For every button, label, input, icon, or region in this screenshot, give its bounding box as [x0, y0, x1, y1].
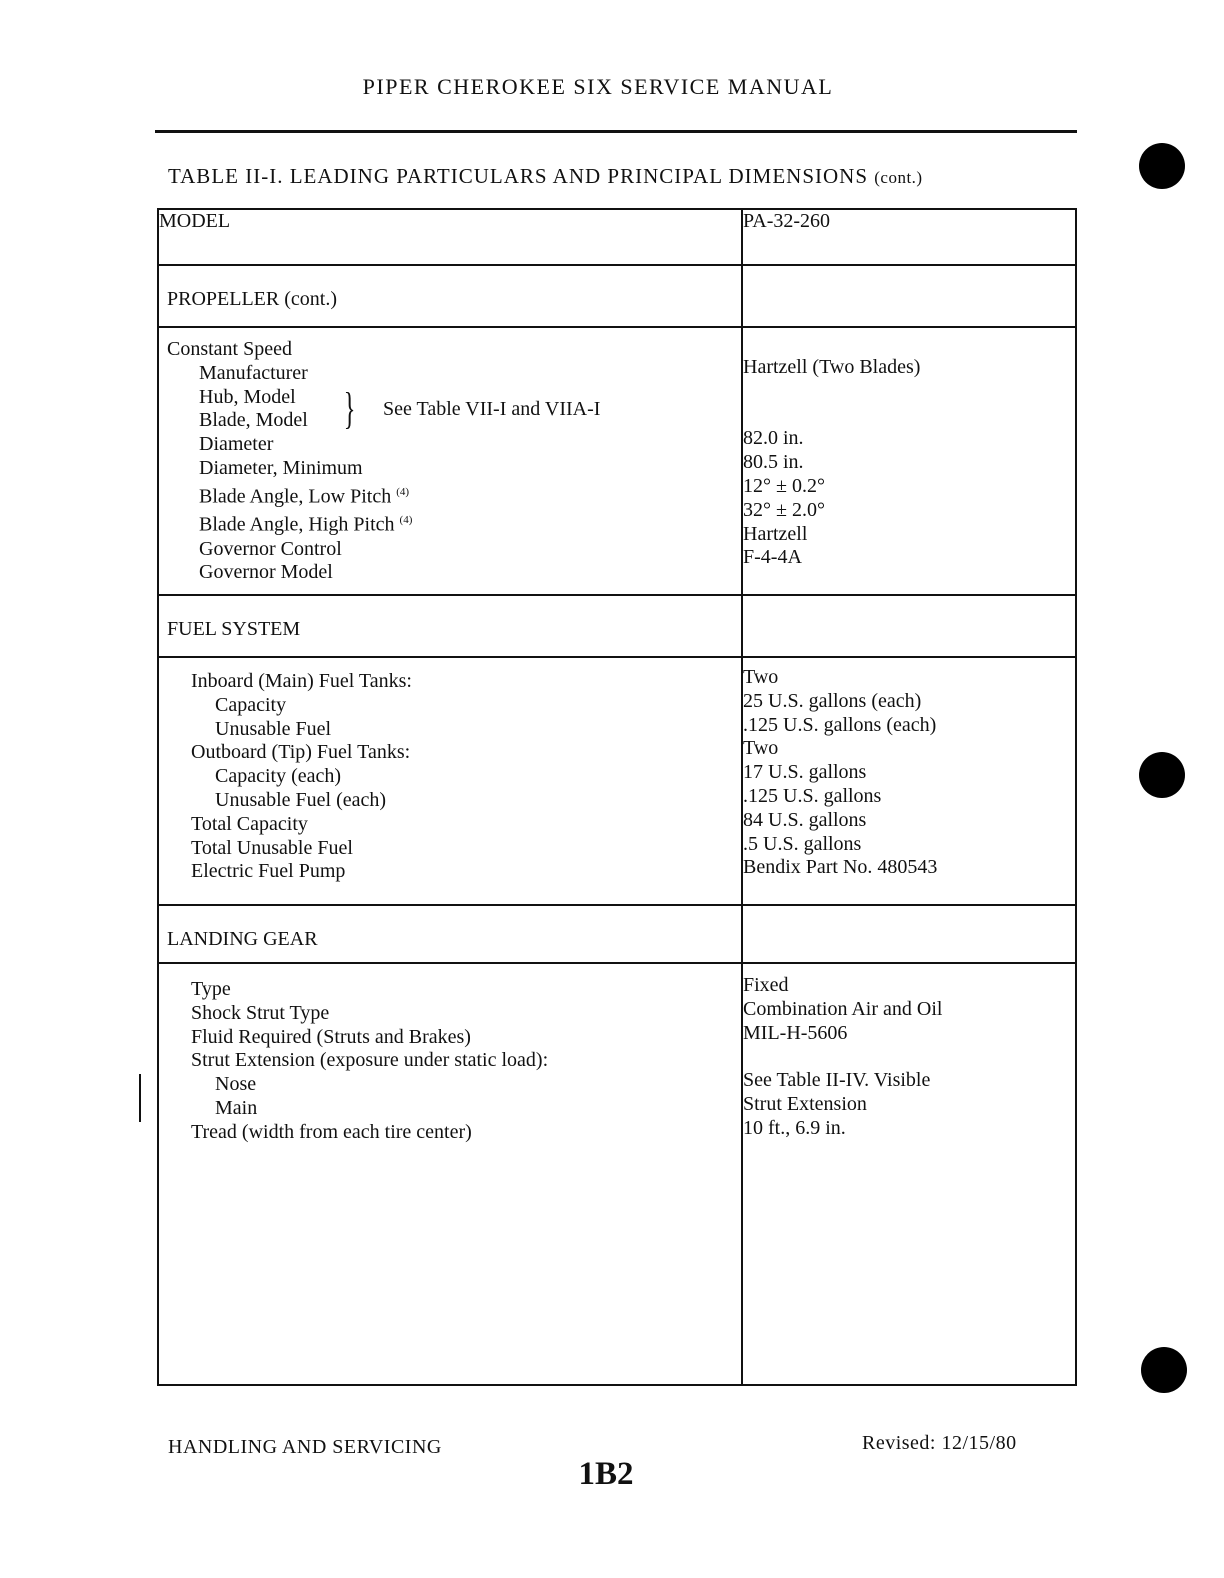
propeller-section-blank: [742, 265, 1076, 327]
binder-hole-middle: [1139, 752, 1185, 798]
model-label: MODEL: [158, 209, 742, 265]
propeller-manufacturer-value: Hartzell (Two Blades): [743, 356, 921, 378]
table-caption-title: TABLE II-I. LEADING PARTICULARS AND PRINCIPAL DIMENSIONS: [168, 164, 868, 188]
table-caption-suffix: (cont.): [874, 168, 923, 187]
landing-gear-values: [742, 963, 1076, 1385]
high-pitch-value: 32° ± 2.0°: [743, 498, 825, 521]
blade-model-label: Blade, Model: [199, 409, 308, 432]
fuel-section-blank: [742, 595, 1076, 657]
fluid-required-label: Fluid Required (Struts and Brakes): [191, 1025, 471, 1048]
inboard-capacity-value: 25 U.S. gallons (each): [743, 689, 922, 712]
propeller-values: [742, 327, 1076, 595]
high-pitch-label: Blade Angle, High Pitch: [199, 513, 395, 536]
propeller-manufacturer-label: Manufacturer: [199, 361, 308, 384]
footnote-4-high: (4): [399, 514, 413, 527]
diameter-label: Diameter: [199, 433, 274, 456]
tread-label: Tread (width from each tire center): [191, 1120, 472, 1143]
propeller-group-label: Constant Speed: [167, 338, 292, 360]
total-unusable-value: .5 U.S. gallons: [743, 832, 862, 855]
low-pitch-label: Blade Angle, Low Pitch: [199, 485, 392, 508]
total-unusable-label: Total Unusable Fuel: [191, 836, 353, 859]
footer-revised: Revised: 12/15/80: [862, 1432, 1017, 1454]
model-value: PA-32-260: [742, 209, 1076, 265]
propeller-section-title: PROPELLER (cont.): [158, 265, 742, 327]
footer-section: HANDLING AND SERVICING: [168, 1436, 442, 1458]
tread-value: 10 ft., 6.9 in.: [743, 1116, 846, 1139]
strut-nose-label: Nose: [215, 1073, 257, 1096]
landing-gear-labels: [158, 963, 742, 1385]
binder-hole-top: [1139, 143, 1185, 189]
total-capacity-value: 84 U.S. gallons: [743, 808, 867, 831]
governor-model-label: Governor Model: [199, 561, 333, 584]
inboard-unusable-value: .125 U.S. gallons (each): [743, 713, 937, 736]
low-pitch-value: 12° ± 0.2°: [743, 474, 825, 497]
shock-strut-type-value: Combination Air and Oil: [743, 997, 943, 1020]
inboard-capacity-label: Capacity: [215, 693, 287, 716]
outboard-capacity-label: Capacity (each): [215, 765, 342, 788]
propeller-labels: [158, 327, 742, 595]
total-capacity-label: Total Capacity: [191, 812, 308, 835]
strut-main-label: Main: [215, 1096, 258, 1119]
governor-control-value: Hartzell: [743, 522, 808, 545]
fuel-pump-value: Bendix Part No. 480543: [743, 856, 938, 879]
strut-extension-spacer: [743, 1045, 1075, 1069]
see-table-reference: See Table VII-I and VIIA-I: [383, 397, 601, 420]
gear-type-value: Fixed: [743, 974, 789, 996]
fuel-section-title: FUEL SYSTEM: [158, 595, 742, 657]
outboard-tanks-value: Two: [743, 737, 779, 760]
binder-hole-bottom: [1141, 1347, 1187, 1393]
outboard-tanks-label: Outboard (Tip) Fuel Tanks:: [191, 741, 411, 764]
diameter-value: 82.0 in.: [743, 427, 804, 450]
strut-extension-value-line1: See Table II-IV. Visible: [743, 1069, 931, 1092]
hub-blade-group: [167, 383, 741, 434]
outboard-unusable-label: Unusable Fuel (each): [215, 788, 387, 811]
governor-model-value: F-4-4A: [743, 546, 802, 569]
inboard-tanks-label: Inboard (Main) Fuel Tanks:: [191, 670, 412, 692]
inboard-unusable-label: Unusable Fuel: [215, 717, 332, 740]
gear-type-label: Type: [191, 978, 231, 1000]
fuel-pump-label: Electric Fuel Pump: [191, 860, 346, 883]
inboard-tanks-value: Two: [743, 666, 779, 688]
strut-extension-label: Strut Extension (exposure under static load):: [191, 1049, 549, 1072]
manual-title: PIPER CHEROKEE SIX SERVICE MANUAL: [362, 74, 834, 99]
strut-extension-value-line2: Strut Extension: [743, 1092, 867, 1115]
governor-control-label: Governor Control: [199, 537, 342, 560]
brace-symbol: }: [343, 383, 356, 433]
shock-strut-type-label: Shock Strut Type: [191, 1001, 330, 1024]
header-rule: [155, 130, 1077, 133]
page-code: 1B2: [578, 1456, 634, 1492]
table-caption: [168, 164, 923, 189]
fuel-labels: [158, 657, 742, 905]
particulars-table: [157, 208, 1077, 1386]
diameter-minimum-value: 80.5 in.: [743, 451, 804, 474]
footnote-4-low: (4): [396, 485, 410, 498]
low-pitch-row: [167, 481, 741, 509]
fuel-values: [742, 657, 1076, 905]
high-pitch-row: [167, 509, 741, 537]
outboard-unusable-value: .125 U.S. gallons: [743, 784, 882, 807]
hub-model-label: Hub, Model: [199, 385, 296, 408]
fluid-required-value: MIL-H-5606: [743, 1021, 848, 1044]
revision-bar: [139, 1074, 141, 1122]
landing-gear-section-title: LANDING GEAR: [158, 905, 742, 963]
hub-blade-spacer: [743, 380, 1075, 428]
diameter-minimum-label: Diameter, Minimum: [199, 456, 363, 479]
outboard-capacity-value: 17 U.S. gallons: [743, 761, 867, 784]
landing-gear-section-blank: [742, 905, 1076, 963]
